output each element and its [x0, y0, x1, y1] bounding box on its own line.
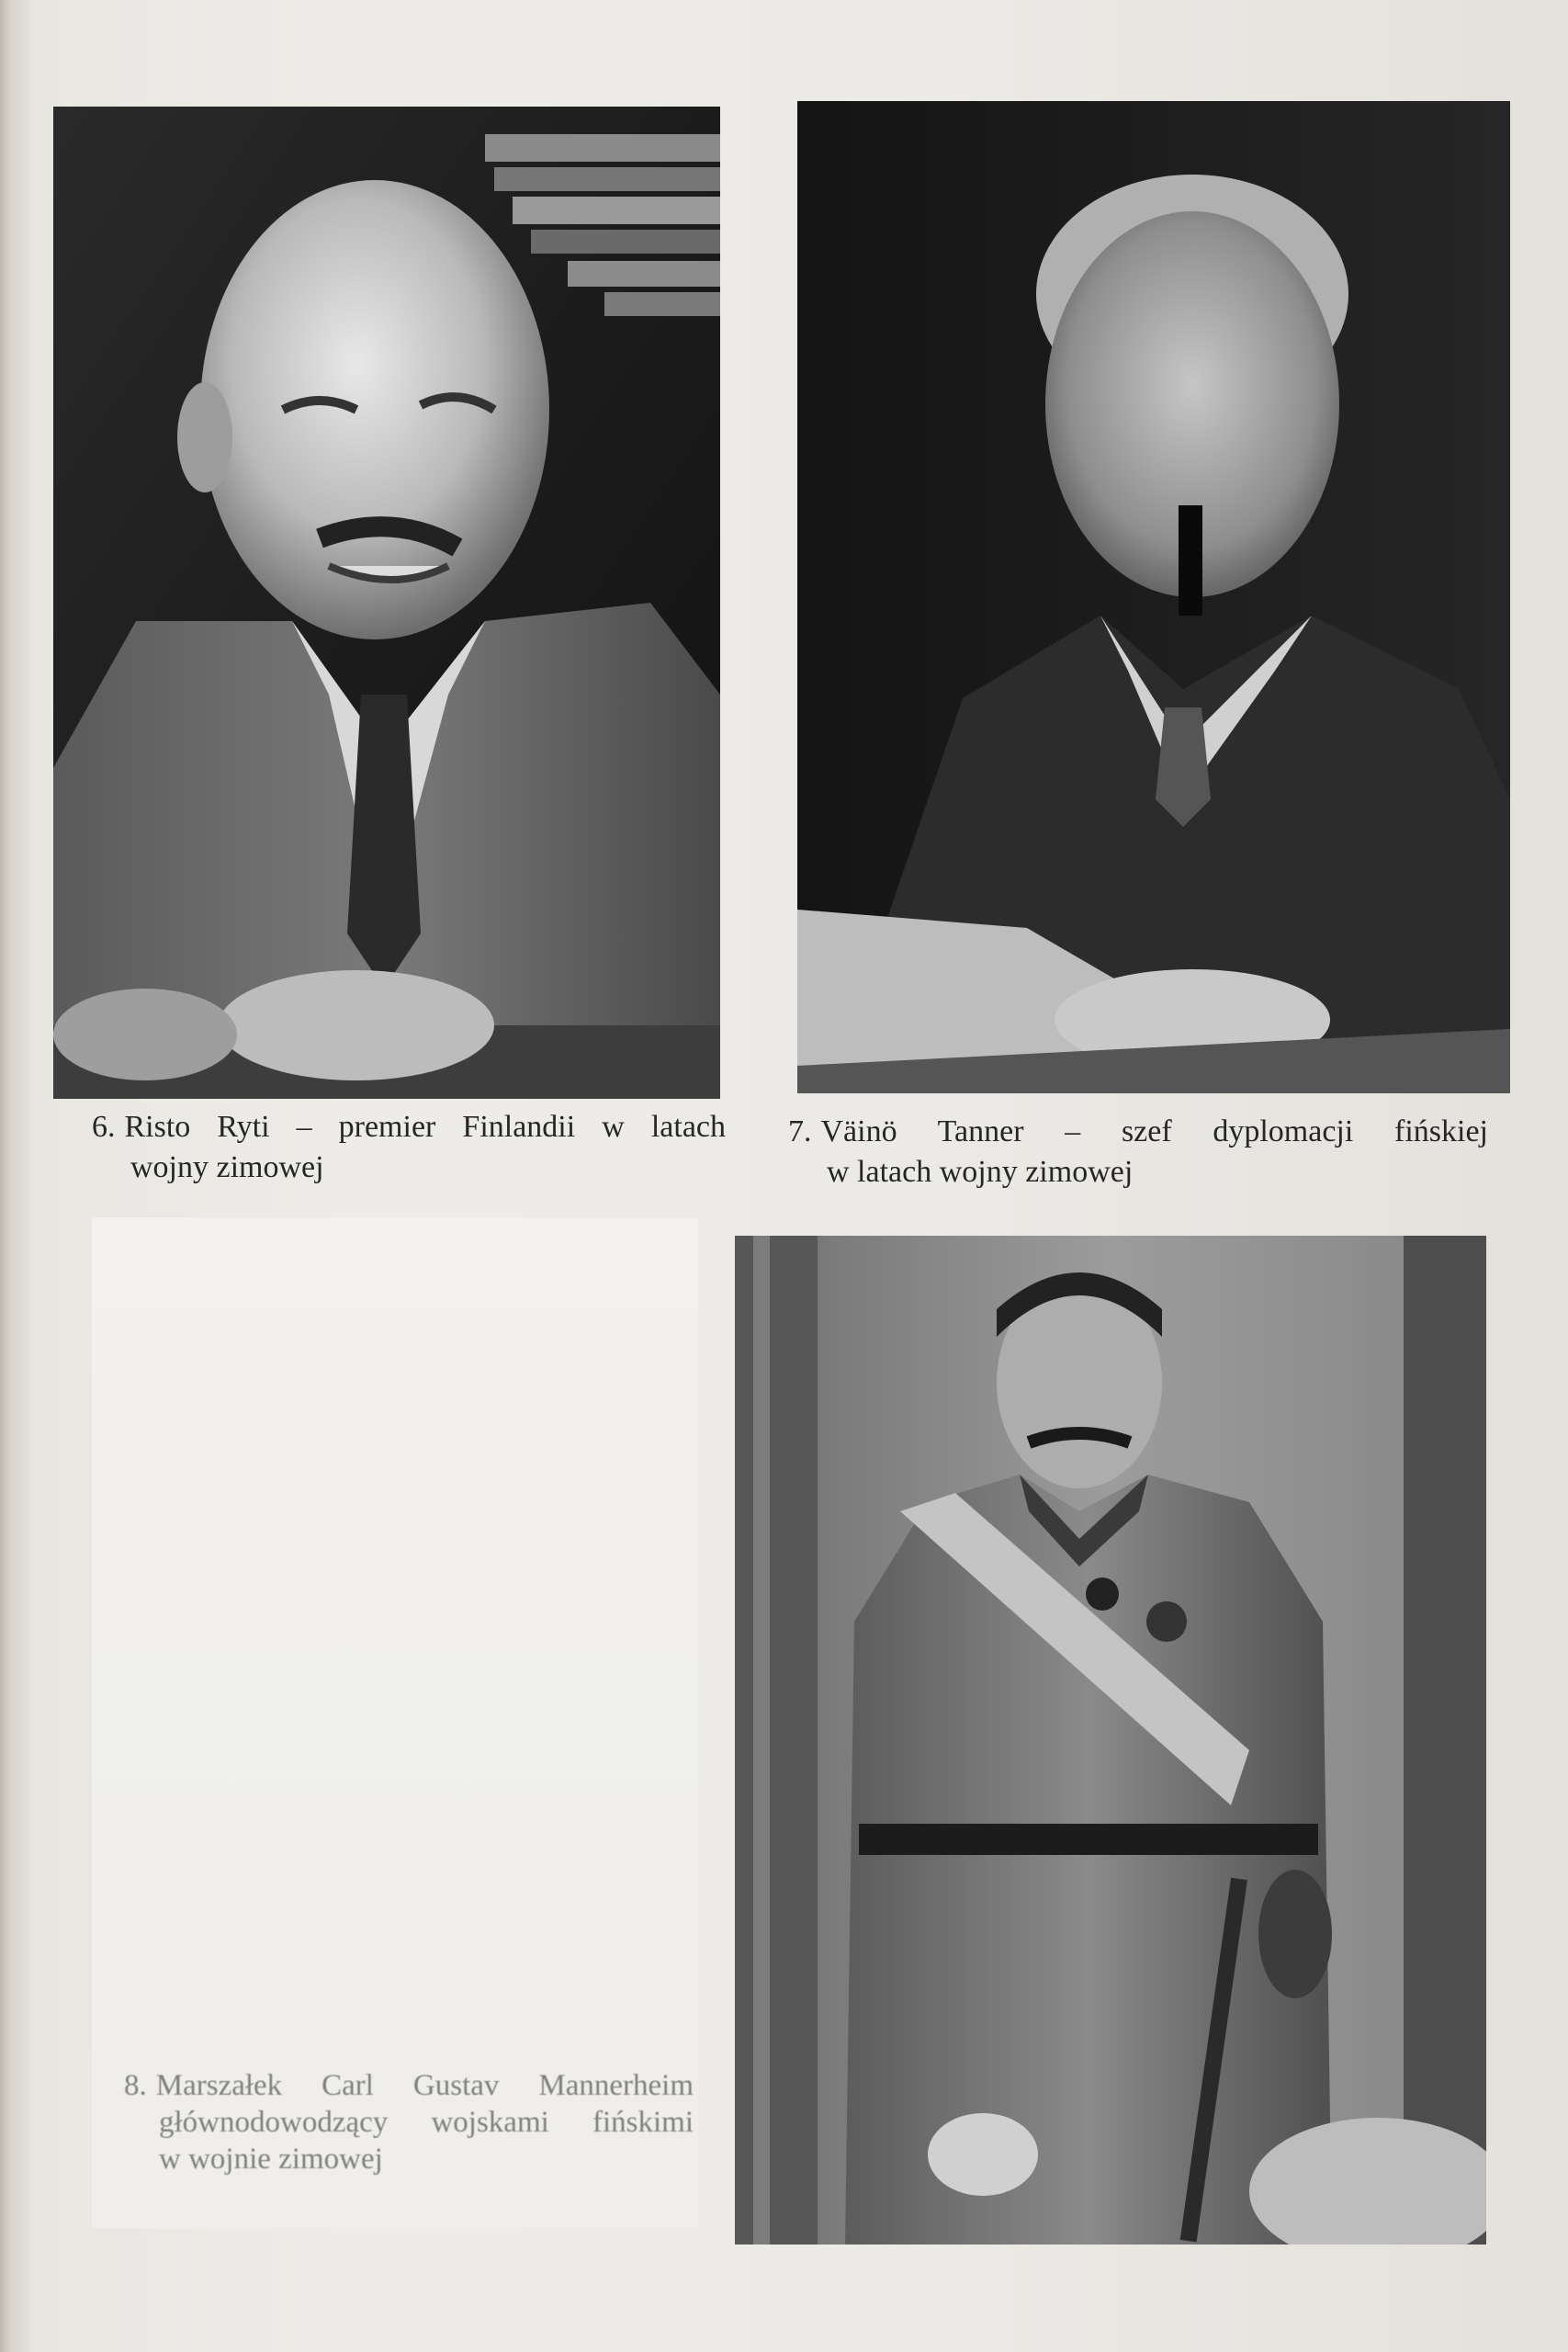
caption-text-line1: Risto Ryti – premier Finlandii w latach [124, 1110, 726, 1144]
caption-text-line2: wojny zimowej [130, 1150, 324, 1184]
portrait-photo-tanner [797, 101, 1510, 1093]
caption-number: 8. [124, 2069, 147, 2102]
caption-number: 6. [92, 1110, 116, 1144]
caption-text-line1: Väinö Tanner – szef dyplomacji fińskiej [820, 1114, 1488, 1148]
caption-6 [92, 1107, 726, 1188]
caption-text-line2: głównodowodzący wojskami fińskimi [159, 2106, 694, 2139]
portrait-photo-ryti [53, 107, 720, 1099]
caption-text-line1: Marszałek Carl Gustav Mannerheim [155, 2069, 694, 2102]
caption-7 [788, 1112, 1488, 1193]
caption-number: 7. [788, 1114, 812, 1148]
caption-text-line2: w latach wojny zimowej [827, 1155, 1134, 1189]
caption-text-line3: w wojnie zimowej [159, 2143, 383, 2176]
caption-8 [124, 2067, 694, 2177]
portrait-photo-mannerheim [735, 1236, 1486, 2245]
